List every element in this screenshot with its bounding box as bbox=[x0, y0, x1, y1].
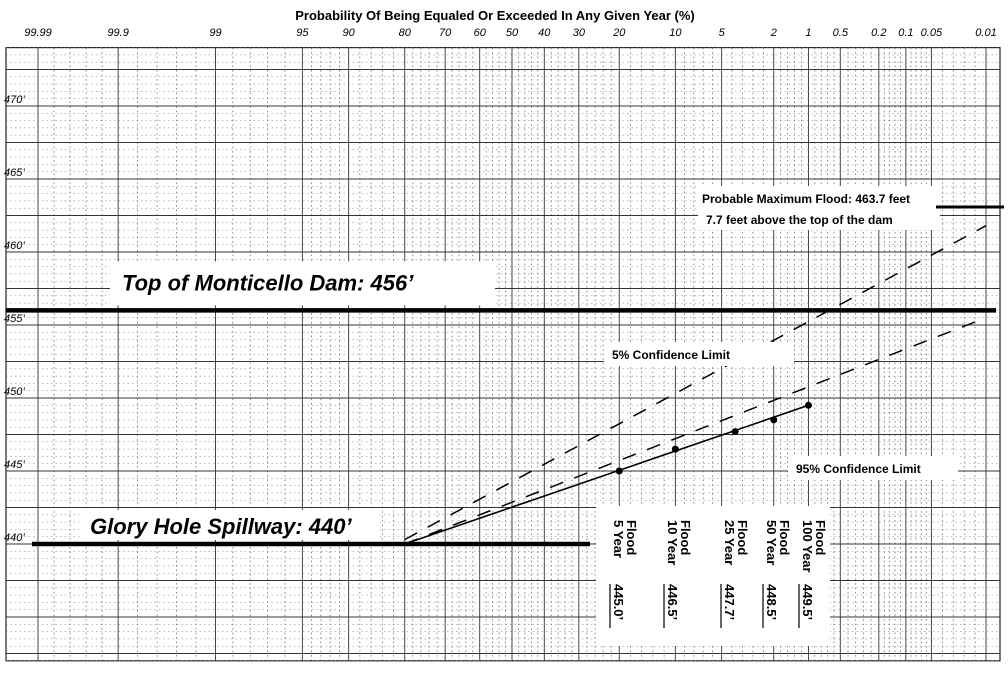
x-tick-label: 50 bbox=[505, 27, 519, 39]
conf5-label: 5% Confidence Limit bbox=[612, 348, 731, 362]
x-tick-label: 0.01 bbox=[975, 27, 997, 39]
flood-name: 25 Year bbox=[722, 520, 737, 566]
x-tick-label: 30 bbox=[572, 27, 585, 39]
x-tick-label: 95 bbox=[296, 27, 309, 39]
flood-value: 447.7’ bbox=[722, 584, 737, 621]
x-tick-label: 40 bbox=[538, 27, 551, 39]
y-tick-label: 465’ bbox=[4, 167, 25, 179]
flood-name: 50 Year bbox=[764, 520, 779, 566]
flood-value: 446.5’ bbox=[665, 584, 680, 621]
spillway-label: Glory Hole Spillway: 440’ bbox=[90, 514, 352, 539]
x-tick-label: 99 bbox=[209, 27, 222, 39]
dam-top-label: Top of Monticello Dam: 456’ bbox=[122, 270, 414, 296]
flood-name: 10 Year bbox=[665, 520, 680, 566]
x-tick-label: 0.2 bbox=[871, 27, 887, 39]
y-tick-label: 455’ bbox=[4, 313, 25, 325]
x-tick-label: 80 bbox=[398, 27, 411, 39]
x-tick-labels bbox=[24, 27, 996, 39]
x-tick-label: 10 bbox=[669, 27, 682, 39]
pmf-label: Probable Maximum Flood: 463.7 feet bbox=[702, 192, 911, 206]
x-tick-label: 0.1 bbox=[898, 27, 914, 39]
flood-name: Flood bbox=[813, 520, 828, 556]
flood-point bbox=[805, 402, 812, 409]
flood-point bbox=[672, 446, 679, 453]
grid bbox=[6, 48, 1000, 661]
flood-name: 100 Year bbox=[800, 520, 815, 573]
y-tick-label: 470’ bbox=[4, 94, 25, 106]
x-tick-label: 2 bbox=[770, 27, 777, 39]
x-tick-label: 0.5 bbox=[832, 27, 848, 39]
flood-value: 449.5’ bbox=[800, 584, 815, 621]
x-tick-label: 1 bbox=[805, 27, 812, 39]
flood-name: Flood bbox=[624, 520, 639, 556]
x-tick-label: 60 bbox=[473, 27, 486, 39]
flood-name: Flood bbox=[777, 520, 792, 556]
pmf-subtitle: 7.7 feet above the top of the dam bbox=[706, 213, 893, 227]
flood-value: 448.5’ bbox=[764, 584, 779, 621]
conf95-label: 95% Confidence Limit bbox=[796, 462, 921, 476]
x-tick-label: 0.05 bbox=[920, 27, 943, 39]
y-tick-label: 445’ bbox=[4, 459, 25, 471]
x-tick-label: 5 bbox=[718, 27, 725, 39]
x-tick-label: 70 bbox=[439, 27, 452, 39]
y-tick-label: 450’ bbox=[4, 386, 25, 398]
flood-name: Flood bbox=[735, 520, 750, 556]
flood-name: 5 Year bbox=[611, 520, 626, 559]
flood-point bbox=[732, 428, 739, 435]
y-tick-label: 440’ bbox=[4, 532, 25, 544]
chart-title: Probability Of Being Equaled Or Exceeded In Any Given Year (%) bbox=[295, 8, 695, 23]
flood-value: 445.0’ bbox=[611, 584, 626, 621]
x-tick-label: 99.9 bbox=[107, 27, 129, 39]
flood-point bbox=[616, 468, 623, 475]
reference-lines bbox=[6, 261, 996, 544]
flood-point bbox=[770, 416, 777, 423]
x-tick-label: 20 bbox=[613, 27, 626, 39]
x-tick-label: 99.99 bbox=[24, 27, 52, 39]
x-tick-label: 90 bbox=[342, 27, 355, 39]
y-tick-labels bbox=[4, 94, 25, 544]
flood-name: Flood bbox=[678, 520, 693, 556]
y-tick-label: 460’ bbox=[4, 240, 25, 252]
